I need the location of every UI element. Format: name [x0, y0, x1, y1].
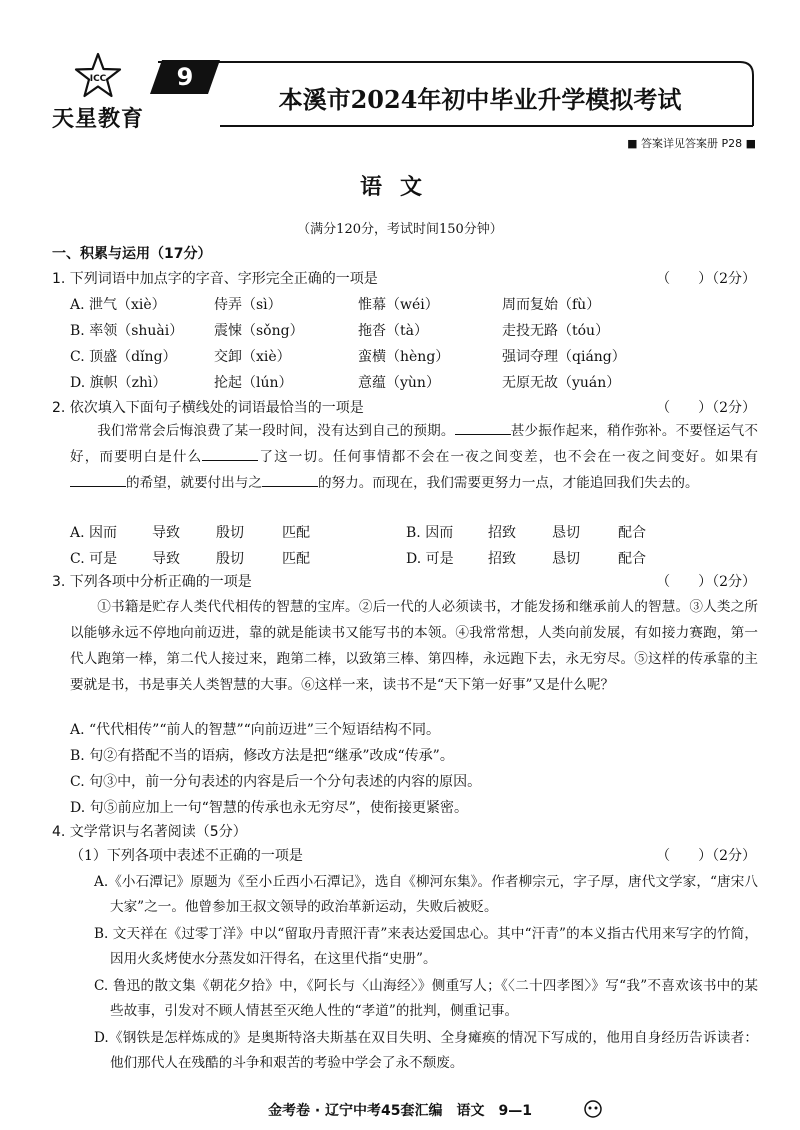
q2-passage-part2: 甚少振作起来，稍作弥补。不要怪运气不好，而要明白是什么	[70, 423, 759, 465]
mascot-icon	[580, 1098, 606, 1120]
q1-option-b3: 拖沓（tà）	[358, 323, 428, 339]
brand-logo	[52, 52, 152, 132]
q2-option-b1: B. 因而	[406, 525, 454, 541]
q2-blank-2	[202, 460, 258, 461]
q1-option-a1: A. 泄气（xiè）	[70, 297, 166, 313]
q2-option-a2: 导致	[152, 525, 180, 541]
q1-option-d1: D. 旗帜（zhì）	[70, 375, 167, 391]
q3-option-b: B. 句②有搭配不当的语病，修改方法是把“继承”改成“传承”。	[70, 748, 454, 764]
q2-passage	[70, 418, 758, 496]
subject-title: 语文	[359, 175, 440, 200]
exam-title: 本溪市2024年初中毕业升学模拟考试	[278, 85, 682, 114]
q2-blank-1	[455, 434, 511, 435]
q2-option-c3: 殷切	[216, 551, 244, 567]
q2-option-a4: 匹配	[282, 525, 310, 541]
q4-option-c: C. 鲁迅的散文集《朝花夕拾》中，《阿长与〈山海经〉》侧重写人；《〈二十四孝图〉》写“我”不喜欢该书中的某些故事，引发对不顾人情甚至灭绝人性的“孝道”的批判，侧重记事。	[94, 978, 758, 1019]
q1-option-b2: 震悚（sǒng）	[214, 323, 304, 339]
q2-option-b3: 恳切	[552, 525, 580, 541]
q2-blank-4	[262, 486, 318, 487]
q2-option-d1: D. 可是	[406, 551, 454, 567]
q1-option-c3: 蛮横（hèng）	[358, 349, 450, 365]
q2-option-d3: 恳切	[552, 551, 580, 567]
q2-passage-part1: 我们常常会后悔浪费了某一段时间，没有达到自己的预期。	[97, 423, 455, 439]
q2-passage-part3: 了这一切。任何事情都不会在一夜之间变差，也不会在一夜之间变好。如果有	[258, 449, 758, 465]
q4-option-a: A.《小石潭记》原题为《至小丘西小石潭记》，选自《柳河东集》。作者柳宗元，字子厚，唐代文学家，“唐宋八大家”之一。他曾参加王叔文领导的政治革新运动，失败后被贬。	[94, 874, 758, 915]
q1-option-c4: 强词夺理（qiáng）	[502, 349, 626, 365]
q2-passage-part5: 的努力。而现在，我们需要更努力一点，才能追回我们失去的。	[317, 475, 699, 491]
q1-option-d4: 无原无故（yuán）	[502, 375, 621, 391]
q3-option-a: A. “代代相传”“前人的智慧”“向前迈进”三个短语结构不同。	[70, 722, 440, 738]
q3-option-d: D. 句⑤前应加上一句“智慧的传承也永无穷尽”，使衔接更紧密。	[70, 800, 468, 816]
q1-stem: 1. 下列词语中加点字的字音、字形完全正确的一项是	[52, 271, 378, 287]
q4-sub1-score: （ ）（2分）	[656, 848, 756, 864]
q2-blank-3	[70, 486, 126, 487]
q2-option-d4: 配合	[618, 551, 646, 567]
q4-sub1-stem: （1）下列各项中表述不正确的一项是	[70, 848, 303, 864]
q2-stem: 2. 依次填入下面句子横线处的词语最恰当的一项是	[52, 400, 364, 416]
q2-option-b2: 招致	[488, 525, 516, 541]
exam-info: （满分120分，考试时间150分钟）	[297, 222, 503, 237]
answer-reference: ■ 答案详见答案册 P28 ■	[627, 137, 756, 150]
q2-option-d2: 招致	[488, 551, 516, 567]
q1-option-a3: 惟幕（wéi）	[358, 297, 439, 313]
q3-score: （ ）（2分）	[656, 574, 756, 590]
q1-option-a2: 侍弄（sì）	[214, 297, 282, 313]
page-footer: 金考卷 · 辽宁中考45套汇编 语文 9—1	[267, 1103, 533, 1119]
q2-option-c4: 匹配	[282, 551, 310, 567]
q2-option-a1: A. 因而	[70, 525, 118, 541]
q1-option-c2: 交卸（xiè）	[214, 349, 291, 365]
q4-option-d: D.《钢铁是怎样炼成的》是奥斯特洛夫斯基在双目失明、全身瘫痪的情况下写成的，他用自身经历告诉读者：他们那代人在残酷的斗争和艰苦的考验中学会了永不颓废。	[94, 1030, 758, 1071]
brand-name: 天星教育	[52, 107, 145, 132]
q3-stem: 3. 下列各项中分析正确的一项是	[52, 574, 252, 590]
q1-option-b1: B. 率领（shuài）	[70, 323, 184, 339]
q2-option-a3: 殷切	[216, 525, 244, 541]
section-title: 一、积累与运用（17分）	[52, 246, 212, 262]
q4-stem: 4. 文学常识与名著阅读（5分）	[52, 824, 247, 840]
q1-option-d3: 意蕴（yùn）	[358, 375, 440, 391]
q2-option-c2: 导致	[152, 551, 180, 567]
q1-option-b4: 走投无路（tóu）	[502, 323, 610, 339]
q1-score: （ ）（2分）	[656, 271, 756, 287]
q1-option-d2: 抡起（lún）	[214, 375, 293, 391]
q1-option-c1: C. 顶盛（dǐng）	[70, 349, 177, 365]
exam-number: 9	[176, 63, 194, 91]
q2-passage-part4: 的希望，就要付出与之	[126, 475, 262, 491]
q3-passage: ①书籍是贮存人类代代相传的智慧的宝库。②后一代的人必须读书，才能发扬和继承前人的智慧。③人类之所以能够永远不停地向前迈进，靠的就是能读书又能写书的本领。④我常常想，人类向前发展，有如接力赛跑，第一代人跑第一棒，第二代人接过来，跑第二棒，以致第三棒、第四棒，永远跑下去，永无穷尽。⑤这样的传承靠的主要就是书，书是事关人类智慧的大事。⑥这样一来，读书不是“天下第一好事”又是什么呢？	[70, 599, 758, 693]
q2-option-c1: C. 可是	[70, 551, 118, 567]
q3-option-c: C. 句③中，前一分句表述的内容是后一个分句表述的内容的原因。	[70, 774, 482, 790]
logo-badge-text: ICC	[89, 74, 107, 84]
q2-option-b4: 配合	[618, 525, 646, 541]
star-logo-icon	[74, 52, 122, 100]
q4-option-b: B. 文天祥在《过零丁洋》中以“留取丹青照汗青”来表达爱国忠心。其中“汗青”的本义指古代用来写字的竹简，因用火炙烤使水分蒸发如汗得名，在这里代指“史册”。	[94, 926, 758, 967]
q2-score: （ ）（2分）	[656, 400, 756, 416]
q1-option-a4: 周而复始（fù）	[502, 297, 601, 313]
